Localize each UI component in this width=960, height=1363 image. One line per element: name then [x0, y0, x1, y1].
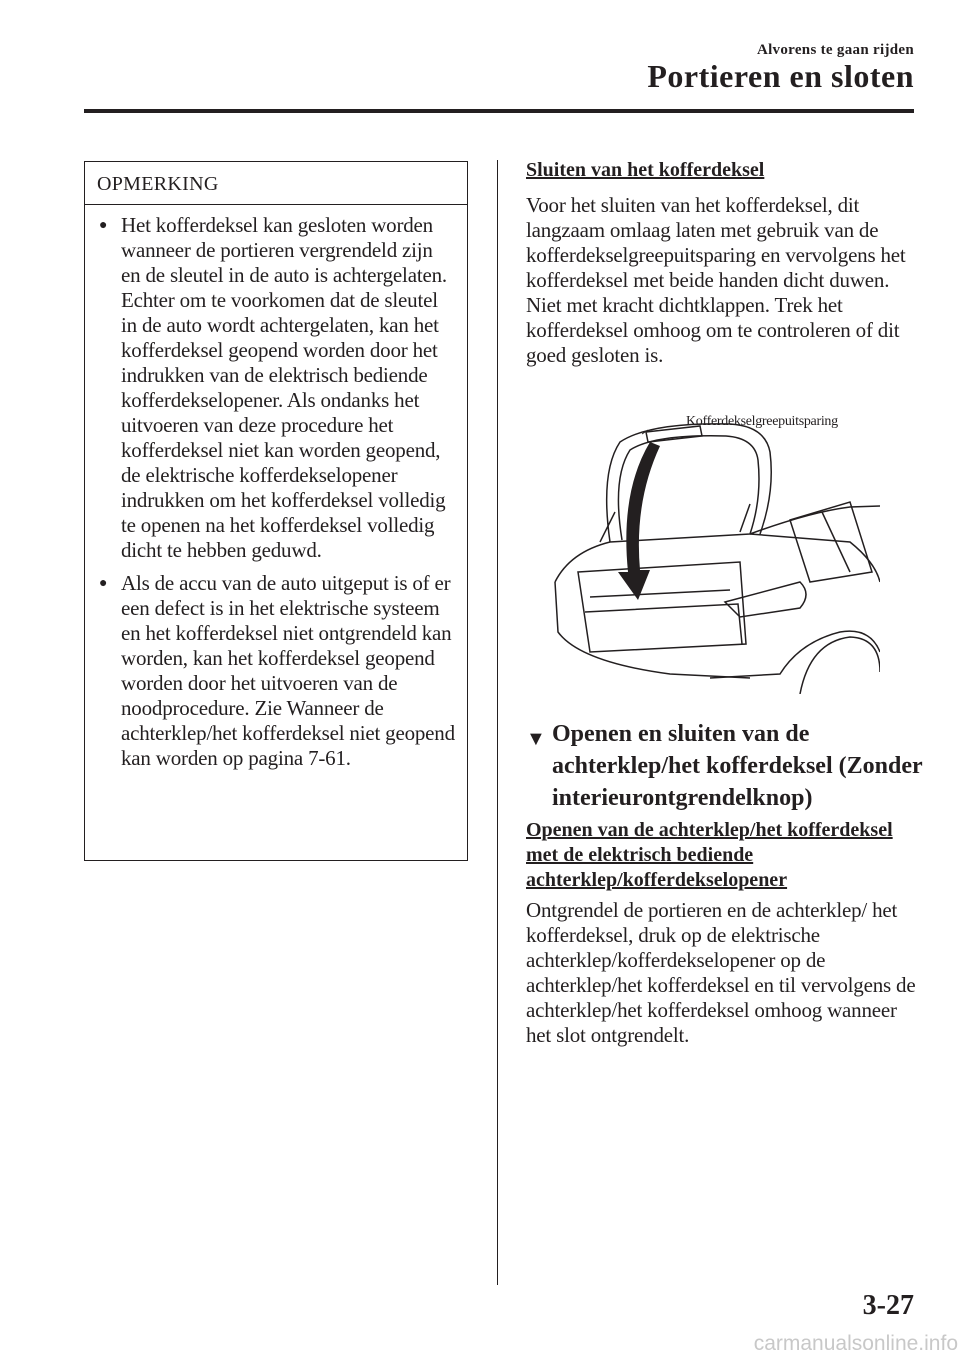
opening-paragraph: Ontgrendel de portieren en de achterklep/ het kofferdeksel, druk op de elektrische achterklep/kofferdekselopener op de achterklep/het kofferdeksel en til vervolgens de achterklep/het kofferdeksel omhoog wanneer het slot ontgrendelt.: [526, 898, 916, 1047]
note-heading: OPMERKING: [85, 162, 467, 205]
column-divider: [497, 160, 498, 1285]
note-bullet: [97, 213, 455, 563]
closing-paragraph-2: Niet met kracht dichtklappen. Trek het kofferdeksel omhoog om te controleren of dit goed gesloten is.: [526, 293, 900, 367]
note-box: [84, 161, 468, 861]
trunk-illustration: [550, 412, 880, 694]
header-rule: [84, 109, 914, 113]
note-bullet: [97, 571, 455, 771]
chapter-subtitle: Alvorens te gaan rijden: [756, 42, 914, 58]
section-heading: [526, 718, 926, 814]
page-number: 3-27: [862, 1290, 914, 1321]
note-bullet-text: Het kofferdeksel kan gesloten worden wanneer de portieren vergrendeld zijn en de sleutel in de auto is achtergelaten. Echter om te voorkomen dat de sleutel in de auto wordt achtergelaten, kan het kofferdeksel geopend worden door het indrukken van de elektrisch bediende kofferdekselopener. Als ondanks het uitvoeren van deze procedure het kofferdeksel niet kan worden geopend, de elektrische kofferdekselopener indrukken om het kofferdeksel volledig te openen na het kofferdeksel volledig dicht te hebben geduwd.: [121, 213, 447, 562]
page-title: Portieren en sloten: [647, 58, 914, 94]
opening-heading: Openen van de achterklep/het kofferdeksel met de elektrisch bediende achterklep/kofferdekselopener: [526, 819, 893, 891]
closing-paragraph-1: Voor het sluiten van het kofferdeksel, dit langzaam omlaag laten met gebruik van de kofferdekselgreepuitsparing en vervolgens het kofferdeksel met beide handen dicht duwen.: [526, 193, 906, 292]
triangle-marker-icon: ▼: [526, 728, 546, 750]
note-bullet-text: Als de accu van de auto uitgeput is of er een defect is in het elektrische systeem en het kofferdeksel niet ontgrendeld kan worden, kan het kofferdeksel geopend worden door het uitvoeren van de noodprocedure. Zie Wanneer de achterklep/het kofferdeksel niet geopend kan worden op pagina 7-61.: [121, 571, 455, 770]
bullet-dot-icon: ●: [99, 576, 108, 591]
closing-section: [526, 158, 922, 368]
closing-heading: Sluiten van het kofferdeksel: [526, 159, 765, 181]
note-body: [85, 205, 467, 771]
section-title: Openen en sluiten van de achterklep/het kofferdeksel (Zonder interieurontgrendelknop): [552, 721, 923, 811]
bullet-dot-icon: ●: [99, 218, 108, 233]
figure-label: Kofferdekselgreepuitsparing: [686, 414, 838, 429]
watermark: carmanualsonline.info: [753, 1332, 958, 1355]
